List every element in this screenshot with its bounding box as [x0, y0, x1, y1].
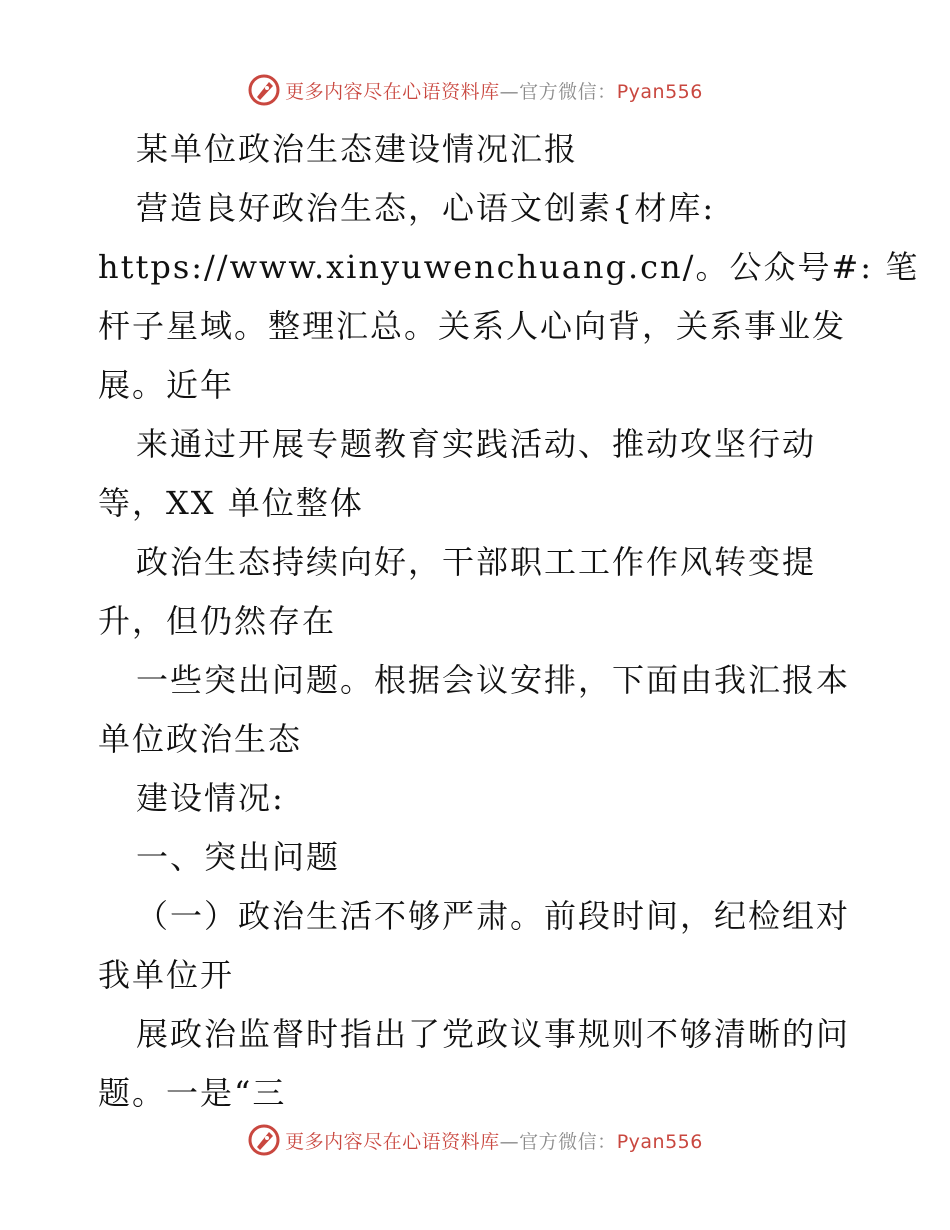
paragraph-line: 政治生态持续向好，干部职工工作作风转变提 — [136, 543, 817, 581]
banner-text — [285, 1127, 703, 1154]
paragraph-line: 建设情况: — [136, 779, 285, 817]
pen-nib-logo-icon — [247, 73, 281, 107]
header-banner — [0, 70, 950, 110]
paragraph-line: 来通过开展专题教育实践活动、推动攻坚行动 — [136, 425, 817, 463]
banner-official-label: 官方微信： — [519, 80, 617, 103]
banner-wechat-id: Pyan556 — [616, 80, 703, 103]
banner-main-text: 更多内容尽在心语资料库 — [285, 1130, 500, 1153]
footer-banner — [0, 1120, 950, 1160]
banner-dash: — — [499, 1130, 520, 1153]
paragraph-line: 展。近年 — [98, 366, 235, 404]
paragraph-line: 升，但仍然存在 — [98, 602, 337, 640]
banner-wechat-id: Pyan556 — [616, 1130, 703, 1153]
paragraph-line: 杆子星域。整理汇总。关系人心向背，关系事业发 — [98, 307, 847, 345]
banner-main-text: 更多内容尽在心语资料库 — [285, 80, 500, 103]
paragraph-line: 我单位开 — [98, 956, 235, 994]
subsection-heading: （一）政治生活不够严肃。前段时间，纪检组对 — [136, 897, 851, 935]
paragraph-line: 等，XX 单位整体 — [98, 484, 364, 522]
section-heading: 一、突出问题 — [136, 838, 341, 876]
document-title: 某单位政治生态建设情况汇报 — [136, 130, 579, 168]
paragraph-line: https://www.xinyuwenchuang.cn/。公众号#: 笔 — [98, 248, 920, 286]
paragraph-line: 单位政治生态 — [98, 720, 303, 758]
banner-text — [285, 77, 703, 104]
paragraph-line: 题。一是“三 — [98, 1074, 287, 1112]
banner-dash: — — [499, 80, 520, 103]
banner-official-label: 官方微信： — [519, 1130, 617, 1153]
document-body — [98, 120, 920, 1123]
paragraph-line: 营造良好政治生态，心语文创素{材库: — [136, 189, 716, 227]
paragraph-line: 一些突出问题。根据会议安排，下面由我汇报本 — [136, 661, 851, 699]
paragraph-line: 展政治监督时指出了党政议事规则不够清晰的问 — [136, 1015, 851, 1053]
pen-nib-logo-icon — [247, 1123, 281, 1157]
